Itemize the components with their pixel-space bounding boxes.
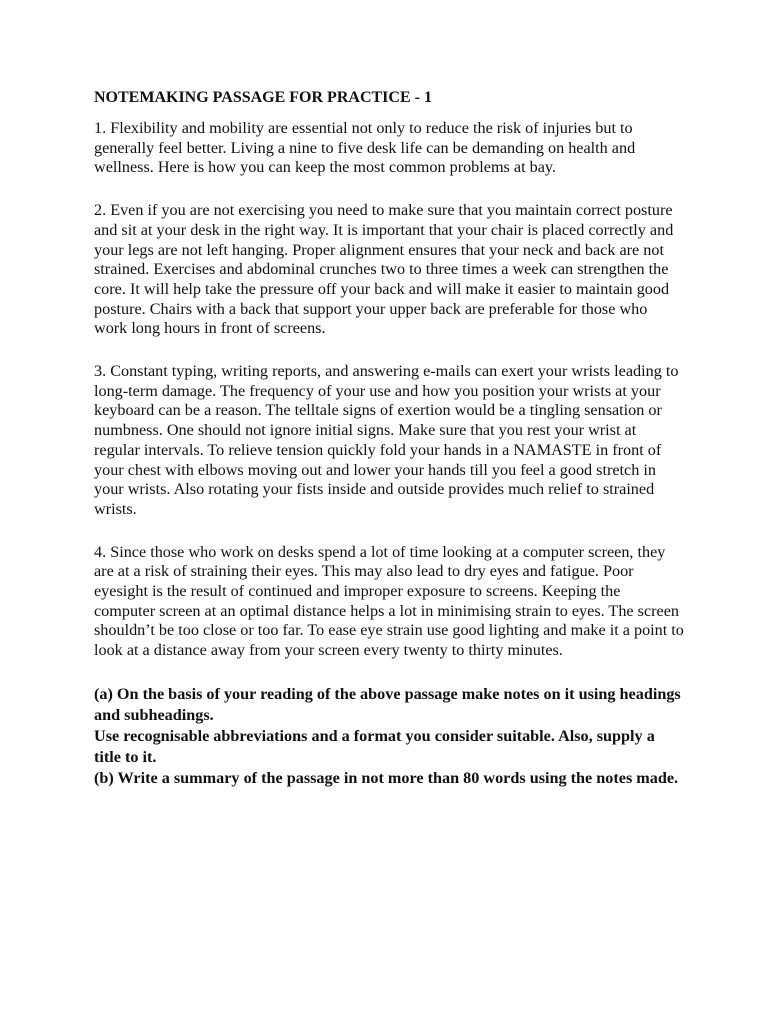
question-b: (b) Write a summary of the passage in not more than 80 words using the notes made. xyxy=(94,768,679,787)
question-a: (a) On the basis of your reading of the above passage make notes on it using headings and subheadings. xyxy=(94,684,681,724)
paragraph-3: 3. Constant typing, writing reports, and answering e-mails can exert your wrists leading to long-term damage. The frequency of your use and how you position your wrists at your keyboard can be a reason. The telltale signs of exertion would be a tingling sensation or numbness. One should not ignore initial signs. Make sure that you rest your wrist at regular intervals. To relieve tension quickly fold your hands in a NAMASTE in front of your chest with elbows moving out and lower your hands till you feel a good stretch in your wrists. Also rotating your fists inside and outside provides much relief to strained wrists. xyxy=(94,362,679,518)
paragraph-1: 1. Flexibility and mobility are essential not only to reduce the risk of injuries but to generally feel better. Living a nine to five desk life can be demanding on health and wellness. Here is how you can keep the most common problems at bay. xyxy=(94,119,636,177)
paragraph-4: 4. Since those who work on desks spend a lot of time looking at a computer screen, they are at a risk of straining their eyes. This may also lead to dry eyes and fatigue. Poor eyesight is the result of continued and improper exposure to screens. Keeping the computer screen at an optimal distance helps a lot in minimising strain to eyes. The screen shouldn’t be too close or too far. To ease eye strain use good lighting and make it a point to look at a distance away from your screen every twenty to thirty minutes. xyxy=(94,542,684,660)
question-a-continued: Use recognisable abbreviations and a format you consider suitable. Also, supply a title to it. xyxy=(94,726,655,766)
paragraph-2: 2. Even if you are not exercising you need to make sure that you maintain correct posture and sit at your desk in the right way. It is important that your chair is placed correctly and your legs are not left hanging. Proper alignment ensures that your neck and back are not strained. Exercises and abdominal crunches two to three times a week can strengthen the core. It will help take the pressure off your back and will make it easier to maintain good posture. Chairs with a back that support your upper back are preferable for those who work long hours in front of screens. xyxy=(94,201,674,338)
document-body xyxy=(94,88,684,789)
page-title: NOTEMAKING PASSAGE FOR PRACTICE - 1 xyxy=(94,89,432,106)
questions-block xyxy=(94,684,684,789)
